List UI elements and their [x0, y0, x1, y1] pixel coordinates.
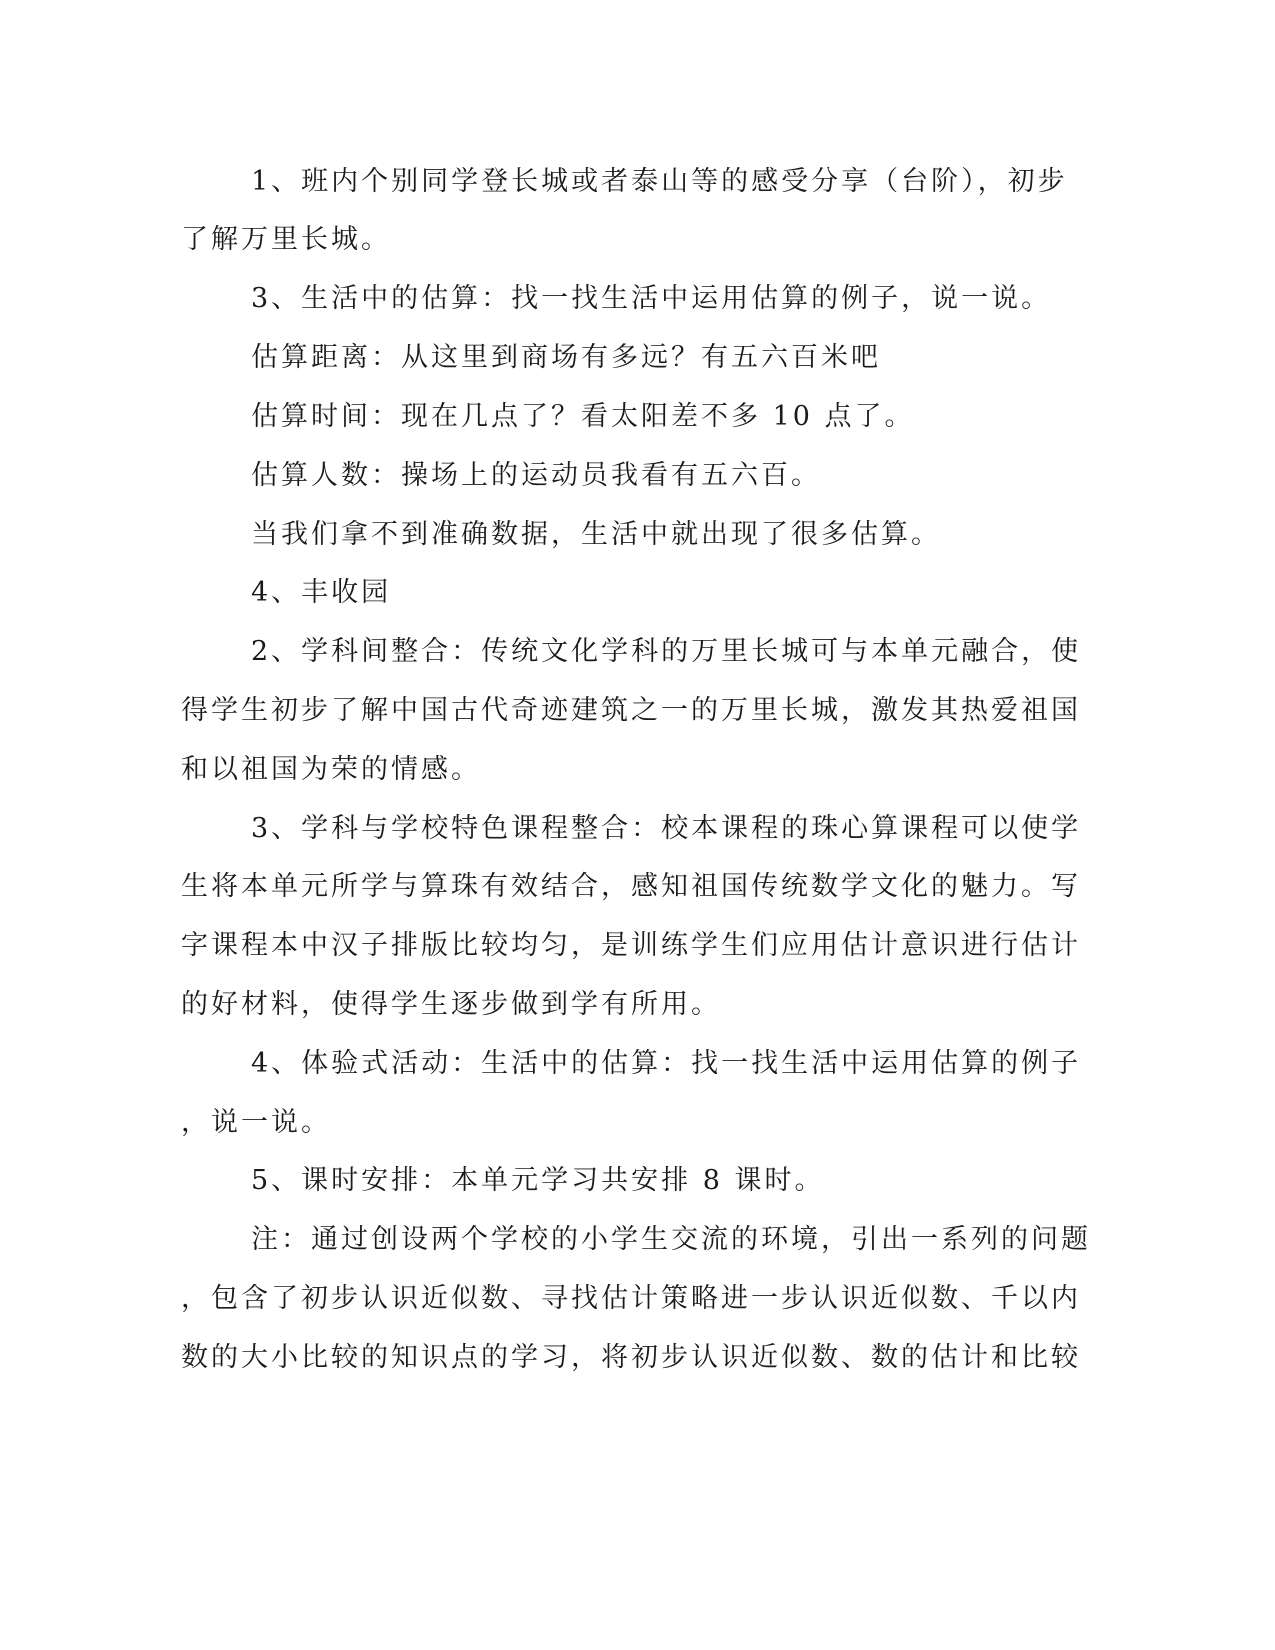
paragraph-line: 和以祖国为荣的情感。 [181, 754, 481, 785]
paragraph-line: 了解万里长城。 [181, 224, 391, 255]
paragraph-line: 得学生初步了解中国古代奇迹建筑之一的万里长城，激发其热爱祖国 [181, 695, 1081, 726]
paragraph-line: 字课程本中汉子排版比较均匀，是训练学生们应用估计意识进行估计 [181, 930, 1081, 961]
paragraph-line: 3、学科与学校特色课程整合：校本课程的珠心算课程可以使学 [251, 813, 1082, 844]
paragraph-line: 估算时间：现在几点了？看太阳差不多 10 点了。 [251, 401, 915, 432]
paragraph-line: 4、丰收园 [251, 577, 392, 608]
paragraph-line: 估算人数：操场上的运动员我看有五六百。 [251, 460, 821, 491]
paragraph-line: 估算距离：从这里到商场有多远？有五六百米吧 [251, 342, 881, 373]
paragraph-line: 注：通过创设两个学校的小学生交流的环境，引出一系列的问题 [251, 1224, 1091, 1255]
paragraph-line: 1、班内个别同学登长城或者泰山等的感受分享（台阶），初步 [251, 166, 1068, 197]
paragraph-line: 2、学科间整合：传统文化学科的万里长城可与本单元融合，使 [251, 636, 1082, 667]
paragraph-line: 数的大小比较的知识点的学习，将初步认识近似数、数的估计和比较 [181, 1342, 1081, 1373]
paragraph-line: 4、体验式活动：生活中的估算：找一找生活中运用估算的例子 [251, 1048, 1082, 1079]
paragraph-line: ，说一说。 [181, 1107, 331, 1138]
paragraph-line: ，包含了初步认识近似数、寻找估计策略进一步认识近似数、千以内 [181, 1283, 1081, 1314]
paragraph-line: 5、课时安排：本单元学习共安排 8 课时。 [251, 1165, 825, 1196]
paragraph-line: 生将本单元所学与算珠有效结合，感知祖国传统数学文化的魅力。写 [181, 871, 1081, 902]
paragraph-line: 的好材料，使得学生逐步做到学有所用。 [181, 989, 721, 1020]
paragraph-line: 3、生活中的估算：找一找生活中运用估算的例子，说一说。 [251, 283, 1052, 314]
paragraph-line: 当我们拿不到准确数据，生活中就出现了很多估算。 [251, 519, 941, 550]
